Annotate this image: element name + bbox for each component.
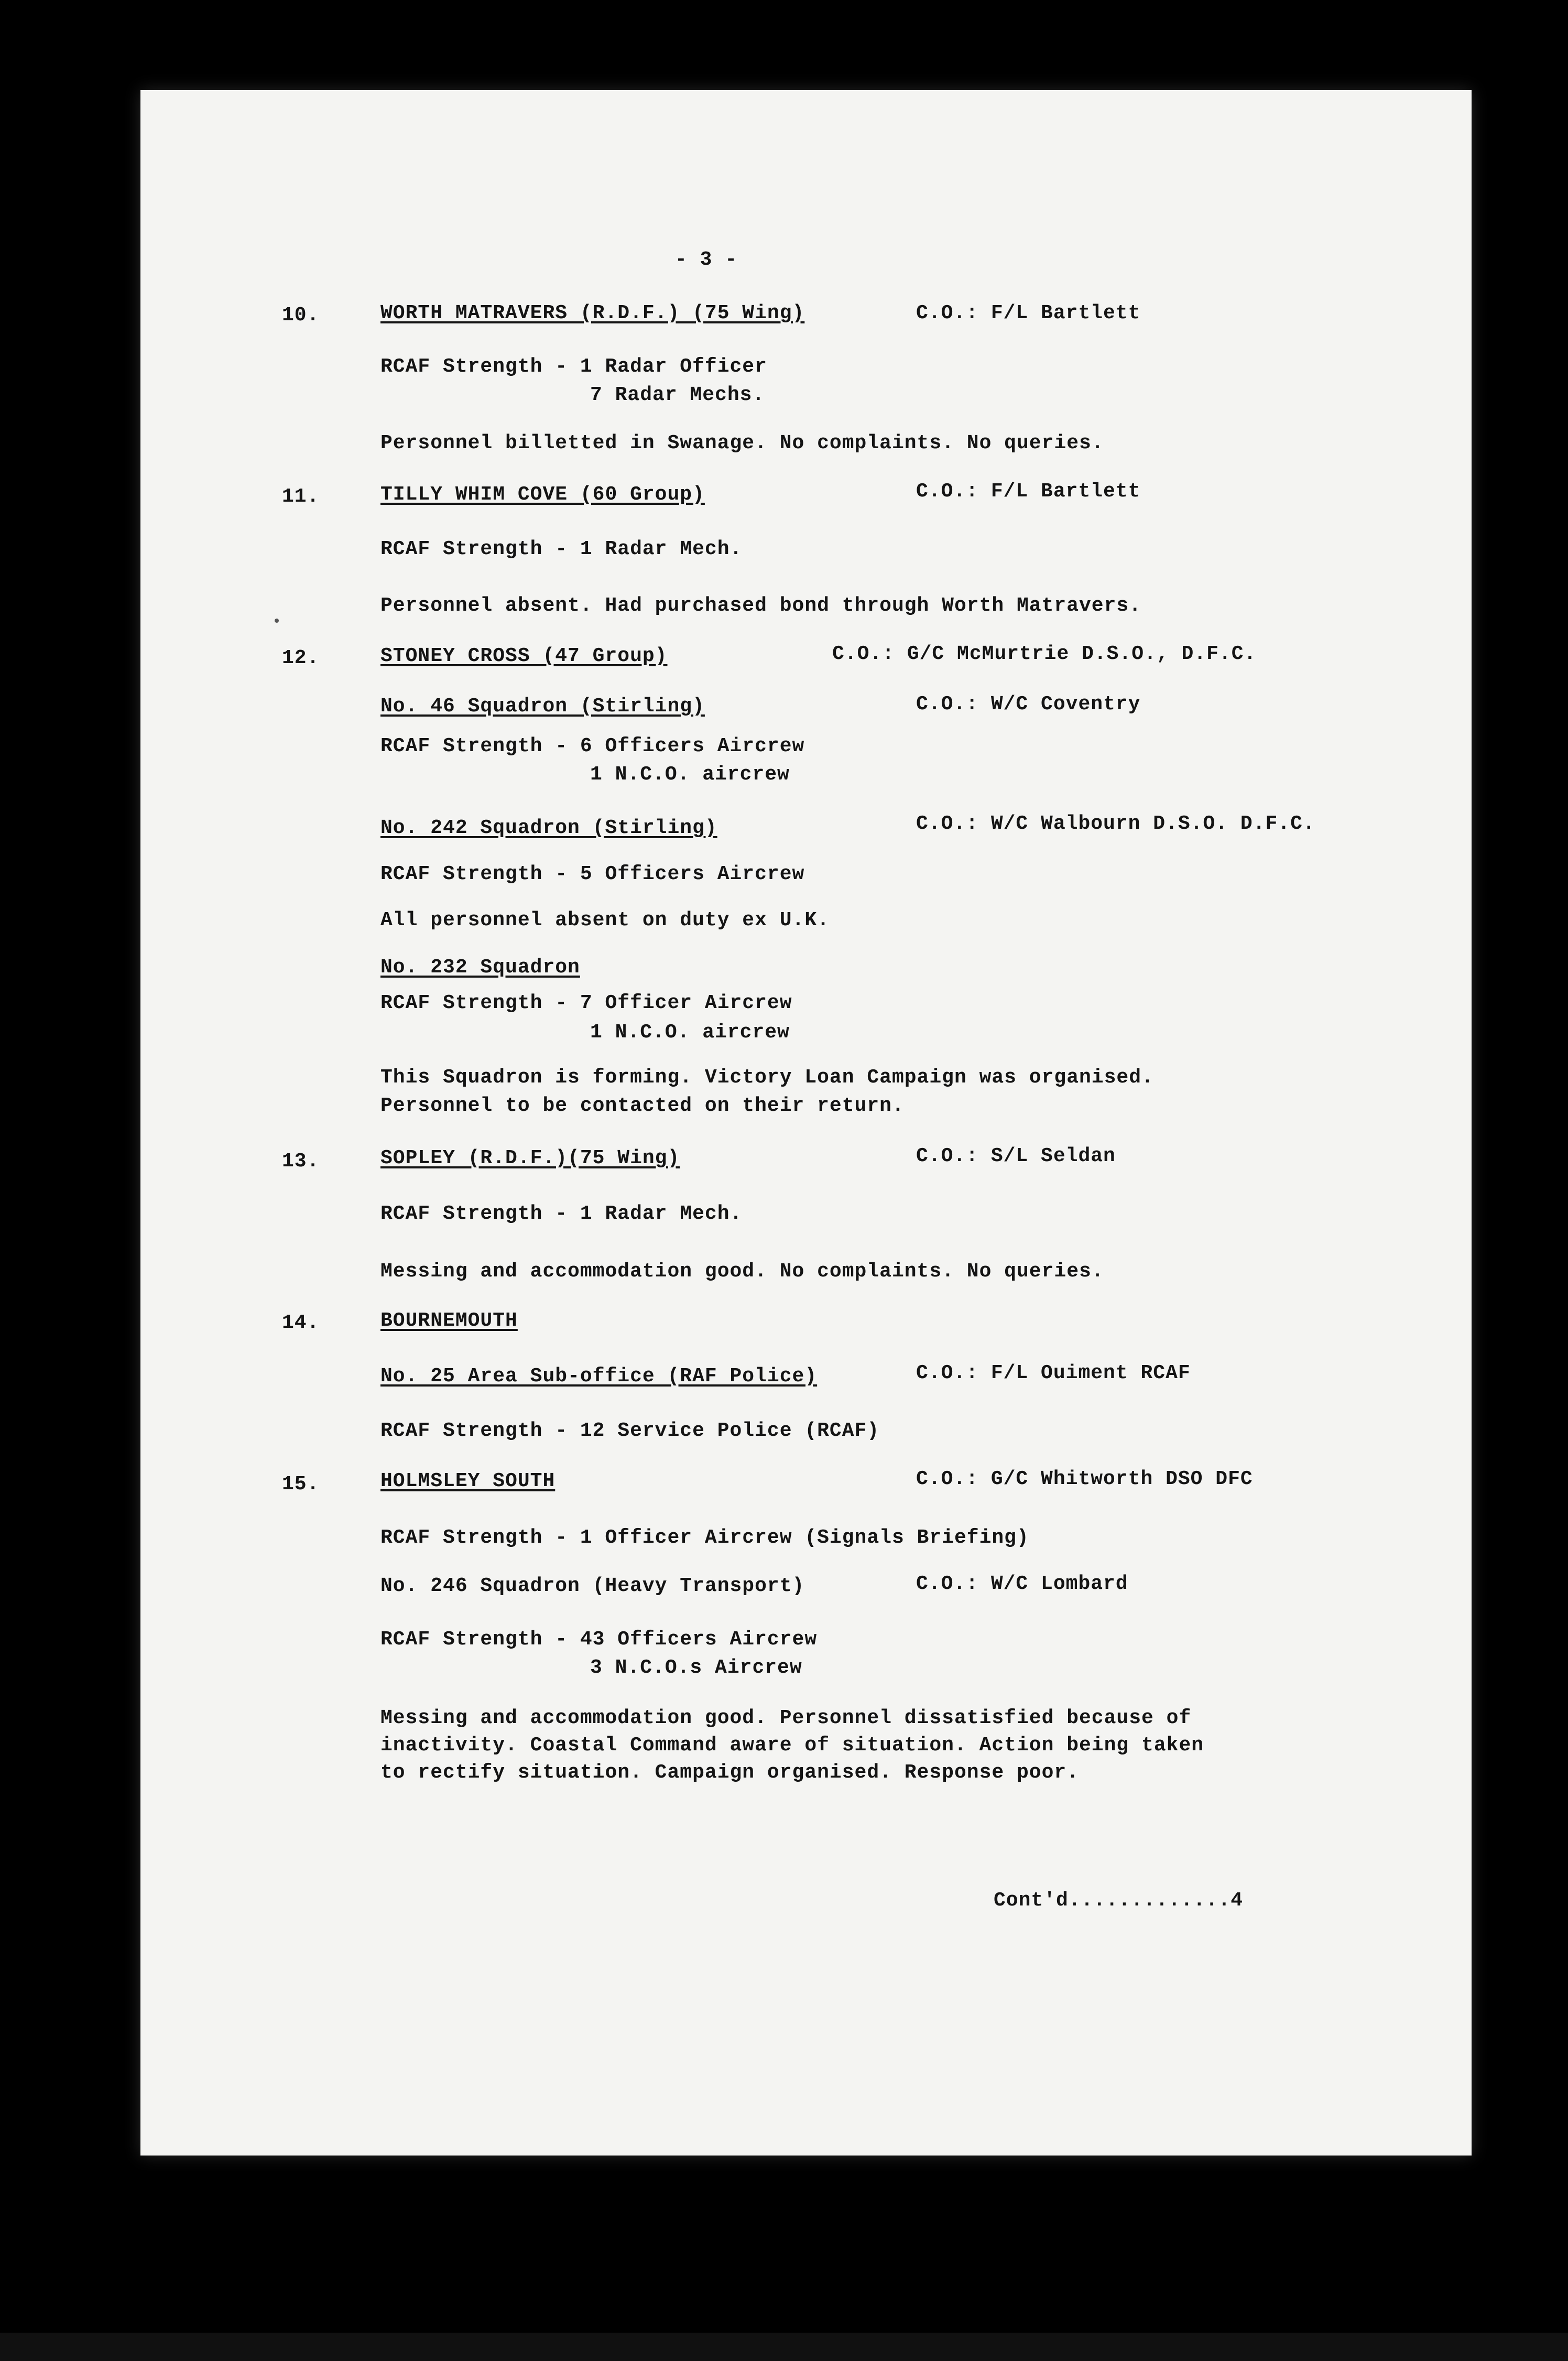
commanding-officer: C.O.: G/C Whitworth DSO DFC — [916, 1468, 1253, 1490]
station-heading: SOPLEY (R.D.F.)(75 Wing) — [380, 1147, 680, 1169]
squadron-heading: No. 246 Squadron (Heavy Transport) — [380, 1575, 805, 1597]
continued-marker: Cont'd.............4 — [994, 1889, 1244, 1912]
page-number: - 3 - — [675, 248, 738, 271]
commanding-officer: C.O.: S/L Seldan — [916, 1145, 1116, 1167]
squadron-heading: No. 232 Squadron — [380, 956, 580, 979]
remarks: Messing and accommodation good. Personnel dissatisfied because of — [380, 1707, 1192, 1729]
station-heading: WORTH MATRAVERS (R.D.F.) (75 Wing) — [380, 302, 805, 324]
entry-number: 13. — [282, 1150, 320, 1173]
strength-line: RCAF Strength - 7 Officer Aircrew — [380, 992, 792, 1014]
speck — [275, 619, 279, 623]
strength-line: RCAF Strength - 12 Service Police (RCAF) — [380, 1420, 880, 1442]
commanding-officer: C.O.: G/C McMurtrie D.S.O., D.F.C. — [832, 643, 1257, 665]
remarks: Personnel absent. Had purchased bond through Worth Matravers. — [380, 594, 1142, 617]
station-heading: BOURNEMOUTH — [380, 1309, 518, 1332]
strength-line: RCAF Strength - 1 Radar Mech. — [380, 538, 743, 560]
squadron-heading: No. 46 Squadron (Stirling) — [380, 695, 705, 718]
entry-number: 15. — [282, 1473, 320, 1496]
commanding-officer: C.O.: F/L Bartlett — [916, 480, 1141, 503]
remarks: All personnel absent on duty ex U.K. — [380, 909, 830, 932]
strength-line: 1 N.C.O. aircrew — [590, 763, 790, 786]
station-heading: TILLY WHIM COVE (60 Group) — [380, 483, 705, 506]
scan-border — [0, 2333, 1568, 2361]
remarks: This Squadron is forming. Victory Loan Campaign was organised. — [380, 1066, 1154, 1089]
strength-line: RCAF Strength - 43 Officers Aircrew — [380, 1628, 818, 1651]
strength-line: RCAF Strength - 1 Officer Aircrew (Signals Briefing) — [380, 1526, 1029, 1549]
commanding-officer: C.O.: W/C Coventry — [916, 693, 1141, 716]
commanding-officer: C.O.: F/L Bartlett — [916, 302, 1141, 324]
strength-line: RCAF Strength - 6 Officers Aircrew — [380, 735, 805, 757]
entry-number: 14. — [282, 1312, 320, 1334]
station-heading: HOLMSLEY SOUTH — [380, 1470, 556, 1492]
entry-number: 12. — [282, 647, 320, 669]
station-heading: STONEY CROSS (47 Group) — [380, 645, 668, 667]
remarks: Personnel billetted in Swanage. No complaints. No queries. — [380, 432, 1104, 454]
document-page — [140, 90, 1472, 2156]
commanding-officer: C.O.: W/C Walbourn D.S.O. D.F.C. — [916, 813, 1315, 835]
strength-line: RCAF Strength - 5 Officers Aircrew — [380, 863, 805, 885]
strength-line: RCAF Strength - 1 Radar Mech. — [380, 1203, 743, 1225]
strength-line: RCAF Strength - 1 Radar Officer — [380, 355, 767, 378]
entry-number: 11. — [282, 485, 320, 508]
remarks: inactivity. Coastal Command aware of situation. Action being taken — [380, 1734, 1204, 1757]
squadron-heading: No. 242 Squadron (Stirling) — [380, 817, 717, 839]
remarks: Messing and accommodation good. No complaints. No queries. — [380, 1260, 1104, 1283]
strength-line: 7 Radar Mechs. — [590, 384, 765, 406]
strength-line: 1 N.C.O. aircrew — [590, 1021, 790, 1044]
entry-number: 10. — [282, 304, 320, 327]
commanding-officer: C.O.: F/L Ouiment RCAF — [916, 1362, 1191, 1384]
commanding-officer: C.O.: W/C Lombard — [916, 1573, 1128, 1595]
remarks: Personnel to be contacted on their return. — [380, 1095, 905, 1117]
remarks: to rectify situation. Campaign organised. Response poor. — [380, 1761, 1080, 1784]
strength-line: 3 N.C.O.s Aircrew — [590, 1656, 802, 1679]
unit-heading: No. 25 Area Sub-office (RAF Police) — [380, 1365, 818, 1388]
